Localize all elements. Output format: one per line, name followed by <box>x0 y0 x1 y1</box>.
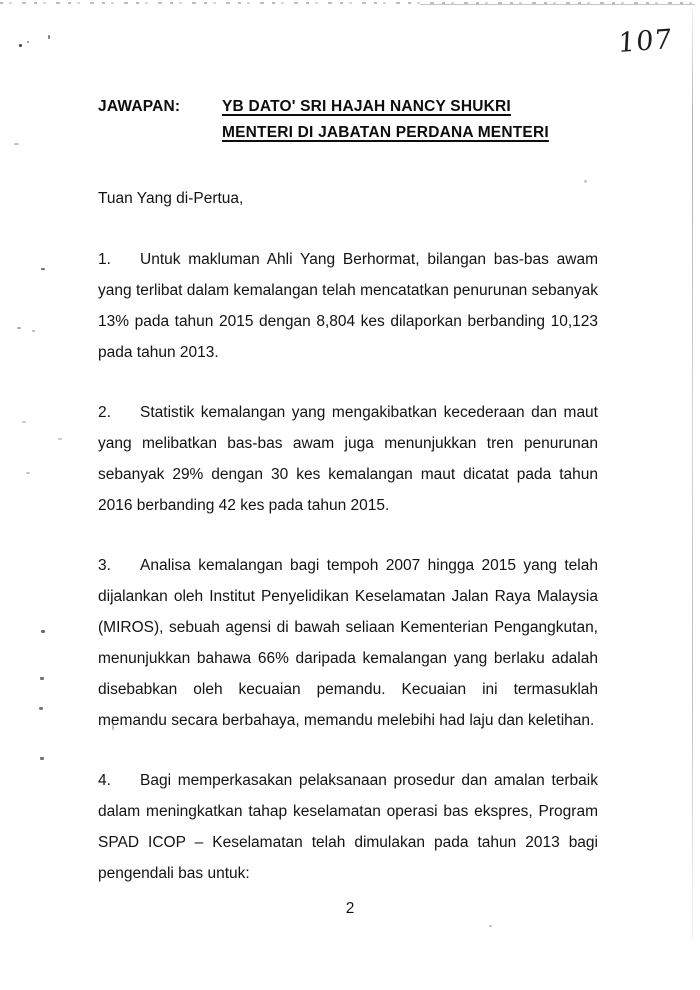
page-number: 2 <box>345 900 355 917</box>
paragraph-1 <box>98 244 598 368</box>
scan-top-edge-artifact-secondary <box>420 4 695 5</box>
scan-speckle <box>14 143 19 145</box>
document-body <box>98 183 598 889</box>
salutation: Tuan Yang di-Pertua, <box>98 190 244 207</box>
minister-name: YB DATO' SRI HAJAH NANCY SHUKRI <box>222 98 511 115</box>
handwritten-folio-number: 107 <box>617 24 674 59</box>
paragraph-text: Bagi memperkasakan pelaksanaan prosedur dan amalan terbaik dalam meningkatkan tahap keselamatan operasi bas ekspres, Program SPAD ICOP – Keselamatan telah dimulakan pada tahun 2013 bagi pengendali bas untuk: <box>98 772 598 882</box>
scan-speckle <box>26 472 30 474</box>
paragraph-text: Statistik kemalangan yang mengakibatkan kecederaan dan maut yang melibatkan bas-bas awam juga menunjukkan tren penurunan sebanyak 29% dengan 30 kes kemalangan maut dicatat pada tahun 2016 berbanding 42 kes pada tahun 2015. <box>98 404 598 514</box>
minister-portfolio: MENTERI DI JABATAN PERDANA MENTERI <box>222 124 549 141</box>
paragraph-number: 1. <box>98 251 111 268</box>
scan-speckle <box>32 330 35 332</box>
scan-speckle <box>19 44 22 47</box>
header-row-primary <box>98 98 598 116</box>
paragraph-4 <box>98 765 598 889</box>
scan-speckle <box>40 677 44 680</box>
scan-speckle <box>17 327 21 329</box>
scan-speckle <box>58 438 62 440</box>
scan-speckle <box>40 757 44 760</box>
answer-header-block <box>98 98 598 142</box>
answer-label: JAWAPAN: <box>98 98 181 115</box>
scan-speckle <box>41 268 45 270</box>
paragraph-text: Untuk makluman Ahli Yang Berhormat, bilangan bas-bas awam yang terlibat dalam kemalangan telah mencatatkan penurunan sebanyak 13% pada tahun 2015 dengan 8,804 kes dilaporkan berbanding 10,123 pada tahun 2013. <box>98 251 598 361</box>
paragraph-2 <box>98 397 598 521</box>
scan-speckle <box>39 707 43 710</box>
scan-speckle <box>27 41 29 43</box>
scan-speckle <box>489 925 492 927</box>
paragraph-text: Analisa kemalangan bagi tempoh 2007 hingga 2015 yang telah dijalankan oleh Institut Penyelidikan Keselamatan Jalan Raya Malaysia (MIROS), sebuah agensi di bawah seliaan Kementerian Pengangkutan, menunjukkan bahawa 66% daripada kemalangan yang berlaku adalah disebabkan oleh kecuaian pemandu. Kecuaian ini termasuklah memandu secara berbahaya, memandu melebihi had laju dan keletihan. <box>98 557 598 729</box>
paragraph-number: 2. <box>98 404 111 421</box>
paragraph-number: 3. <box>98 557 111 574</box>
scan-right-edge-artifact <box>692 10 693 940</box>
paragraph-number: 4. <box>98 772 111 789</box>
paragraph-3 <box>98 550 598 736</box>
scan-speckle <box>22 421 26 423</box>
scan-speckle <box>48 35 50 39</box>
scan-speckle <box>41 630 45 633</box>
